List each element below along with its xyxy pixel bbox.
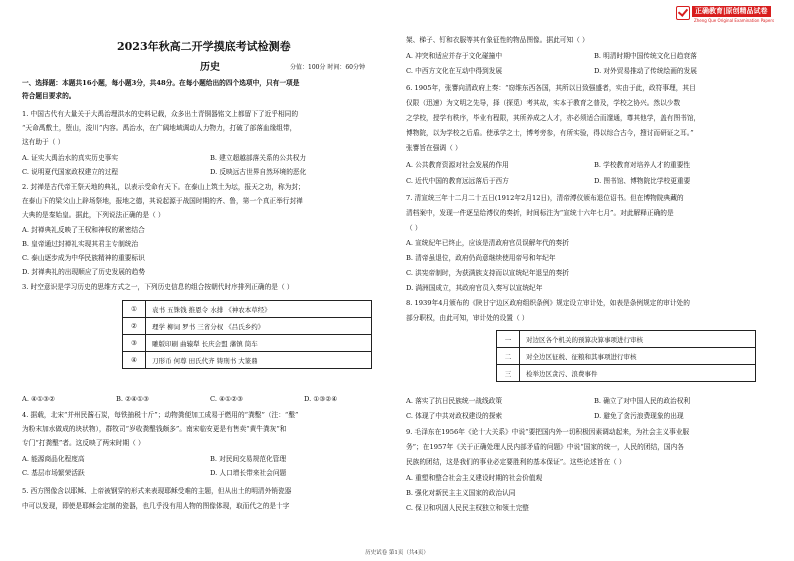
score-time: 分值：100分 时间：60分钟 <box>290 64 365 71</box>
q8-options-row <box>406 397 781 406</box>
q7-option-a[interactable]: A. 宣统紀年已终止，应该是清政府官员误解年代的奏折 <box>406 239 569 247</box>
q8-stem: 部分职权，由此可知，审计处的设置（ ） <box>406 314 529 322</box>
q8-powers-table <box>496 330 756 382</box>
q6-option-c[interactable]: C. 近代中国的教育远远落后于西方 <box>406 177 509 185</box>
q7-option-c[interactable]: C. 洪宪帝制时，为获满族支持而以宣统纪年退呈的奏折 <box>406 269 569 277</box>
section-heading-cont: 符合题目要求的。 <box>22 92 76 100</box>
q8-option-c[interactable]: C. 体现了中共对政权建设的探索 <box>406 412 503 420</box>
table-cell: 袁书 五铢钱 推恩令 水排 《神农本草经》 <box>146 301 372 318</box>
q4-option-b[interactable]: B. 对民间交易规范化管理 <box>210 455 287 463</box>
q2-stem: 在泰山下的梁父山上辟场祭地，报地之德，其说起源于战国时期的齐、鲁，第一个真正举行封禅 <box>22 197 303 205</box>
table-cell: 理学 柳词 罗书 三省分权 《吕氏乡约》 <box>146 318 372 335</box>
q4-stem: 为粉末加水做成的块状物），群牧司“岁收粪墼钱颇多”。南宋临安更是有售卖“黄牛粪灰”和 <box>22 425 287 433</box>
table-cell: 检举边区贪污、浪费事件 <box>520 365 756 382</box>
q3-stem: 3. 时空意识是学习历史的思维方式之一，下列历史信息的组合按朝代时序排列正确的是（ ） <box>22 283 294 291</box>
table-cell: ④ <box>123 352 146 369</box>
q9-option-b[interactable]: B. 强化对新民主主义国家的政治认同 <box>406 489 516 497</box>
q6-option-d[interactable]: D. 图书馆、博物院比学校更重要 <box>594 177 691 185</box>
section-heading: 一、选择题：本题共16小题，每小题3分，共48分。在每小题给出的四个选项中，只有一项是 <box>22 79 300 87</box>
q7-stem: 清档案中，发现一件逐呈给溥仪的奏折，时间标注为“宣统十六年七月”。对此解释正确的是 <box>406 209 674 217</box>
logo-text: 正确教育|原创精品试卷 <box>692 6 771 17</box>
q1-option-b[interactable]: B. 建立超越部落关系的公共权力 <box>210 154 307 162</box>
q6-option-b[interactable]: B. 学校教育对培养人才的重要性 <box>594 161 691 169</box>
q3-options-row <box>22 395 397 404</box>
q5-stem: 5. 西方图像含以耶稣、上帝被钢穿的形式来表现耶稣受难的主题，但从出土的明清外销瓷器 <box>22 487 292 495</box>
table-cell: 二 <box>497 348 520 365</box>
q5-options-row <box>406 67 781 76</box>
q6-option-a[interactable]: A. 公共教育资源对社会发展的作用 <box>406 161 509 169</box>
q4-option-c[interactable]: C. 基层市场繁荣活跃 <box>22 469 85 477</box>
q9-stem: 民族的团结，这是我们的事业必定要胜利的基本保证”。这些论述旨在（ ） <box>406 458 626 466</box>
q8-option-a[interactable]: A. 落实了抗日民族统一战线政策 <box>406 397 503 405</box>
q8-options-row <box>406 412 781 421</box>
q5-option-b[interactable]: B. 明清时期中国传统文化日趋衰落 <box>594 52 697 60</box>
q8-stem: 8. 1939年4月颁布的《陕甘宁边区政府组织条例》规定设立审计处，如表是条例规定的审计处的 <box>406 299 690 307</box>
q3-option-b[interactable]: B. ②④①③ <box>116 395 150 403</box>
q1-stem: 1. 中国古代有大量关于大禹治理洪水的史料记载，众多出土青铜器铭文上都留下了近乎相同的 <box>22 110 299 118</box>
q6-stem: 博物院，以为学校之后盾。使承学之士，博考旁参，有所实验，得以综合古今，搜讨而研证之耳。” <box>406 129 694 137</box>
q9-stem: 9. 毛泽东在1956年《论十大关系》中说“要把国内外一切积极因素调动起来，为社会主义事业服 <box>406 428 690 436</box>
q3-option-d[interactable]: D. ①③②④ <box>304 395 338 403</box>
table-row <box>123 318 372 335</box>
checkmark-icon <box>676 6 690 20</box>
q7-stem: 7. 清宣统三年十二月二十五日(1912年2月12日)，清帝溥仪颁布退位诏书。但在博物院典藏的 <box>406 194 684 202</box>
table-row <box>123 352 372 369</box>
q7-option-b[interactable]: B. 清帝虽退位，政府仍尚意继续使用帝号和年纪年 <box>406 254 556 262</box>
q3-option-a[interactable]: A. ④①③② <box>22 395 56 403</box>
q4-option-d[interactable]: D. 人口增长带来社会问题 <box>210 469 287 477</box>
q2-stem: 大典的是秦始皇。据此，下列说法正确的是（ ） <box>22 211 165 219</box>
q2-option-c[interactable]: C. 泰山逐步成为中华民族精神的重要标识 <box>22 254 145 262</box>
table-cell: 一 <box>497 331 520 348</box>
q1-options-row <box>22 168 397 177</box>
q7-stem: （ ） <box>406 224 422 232</box>
q5-option-c[interactable]: C. 中西方文化在互动中得到发展 <box>406 67 503 75</box>
q5-option-d[interactable]: D. 对外贸易推动了传统绘画的发展 <box>594 67 697 75</box>
table-cell: 刀形币 何尊 田氏代齐 铸刑书 大篆鼎 <box>146 352 372 369</box>
q1-stem: “天命禹敷土，堕山，浚川”内容。禹治水，在广阔地域调动人力物力，打破了部落血缘组带， <box>22 124 297 132</box>
q1-stem: 这有助于（ ） <box>22 138 65 146</box>
q1-option-d[interactable]: D. 反映远古世界自然环境的恶化 <box>210 168 307 176</box>
q5-stem-cont: 架、梯子、钉和衣服等其有象征性的物品图像。据此可知（ ） <box>406 36 589 44</box>
page-footer: 历史试卷 第1页（共4页） <box>365 550 429 556</box>
q5-stem: 中可以发现，即使是耶稣会定制的瓷器，也几乎没有用人物的图像体现，取而代之的是十字 <box>22 502 290 510</box>
table-row <box>497 348 756 365</box>
q6-stem: 张謇旨在强调（ ） <box>406 144 462 152</box>
table-cell: 对全边区征税、征粮和其事项进行审核 <box>520 348 756 365</box>
subject-title: 历史 <box>200 62 220 73</box>
q4-option-a[interactable]: A. 能源商品化程度高 <box>22 455 85 463</box>
table-cell: ① <box>123 301 146 318</box>
q4-stem: 4. 据载，北宋“并州民酱石炭，每铁抽税十斤”；动物粪便加工成易于燃用的“粪墼”（注：“墼” <box>22 411 299 419</box>
q4-options-row <box>22 455 397 464</box>
exam-title: 2023年秋高二开学摸底考试检测卷 <box>117 40 291 53</box>
q6-stem: 6. 1905年，张謇向清政府上奏：“窃维东西各国，其所以日致强盛者，实由于此，政符事理，其目 <box>406 84 696 92</box>
q6-stem: 之学校，授学有秩序，毕业有程限，其所养成之人才，亦必须适合而邃通，尊其他学，盖有图书馆， <box>406 114 701 122</box>
q9-stem: 务”；在1957年《关于正确处理人民内部矛盾的问题》中说“国家的统一，人民的团结，国内各 <box>406 443 684 451</box>
q8-option-d[interactable]: D. 避免了贪污浪费现象的出现 <box>594 412 684 420</box>
q5-options-row <box>406 52 781 61</box>
q2-stem: 2. 封禅是古代帝王祭天地的典礼，以表示受命有天下。在泰山上筑土为坛，报天之功，称为封； <box>22 183 305 191</box>
q6-options-row <box>406 177 781 186</box>
q9-option-c[interactable]: C. 保卫和巩固人民民主权独立和领土完整 <box>406 504 529 512</box>
q1-options-row <box>22 154 397 163</box>
q2-option-d[interactable]: D. 封禅典礼的出现顺应了历史发展的趋势 <box>22 268 146 276</box>
q3-info-table <box>122 300 372 369</box>
q1-option-c[interactable]: C. 说明夏代国家政权建立的过程 <box>22 168 119 176</box>
q2-option-b[interactable]: B. 皇帝通过封禅礼实现其君主专制统治 <box>22 240 139 248</box>
brand-logo <box>676 4 788 26</box>
q7-option-d[interactable]: D. 满洲国成立，其政府官员入奏写以宣统纪年 <box>406 284 543 292</box>
table-row <box>497 331 756 348</box>
q4-options-row <box>22 469 397 478</box>
q1-option-a[interactable]: A. 证实大禹治水的真实历史事实 <box>22 154 119 162</box>
table-cell: 雕版印刷 曲辕犁 长庆会盟 藩镇 筒车 <box>146 335 372 352</box>
q9-option-a[interactable]: A. 重塑和整合社会主义建设时期的社会价值观 <box>406 474 543 482</box>
table-row <box>123 335 372 352</box>
q3-option-c[interactable]: C. ④①②③ <box>210 395 244 403</box>
table-cell: 三 <box>497 365 520 382</box>
logo-subtext: Zheng Que Original Examination Papers <box>694 18 775 23</box>
q8-option-b[interactable]: B. 确立了对中国人民的政治权利 <box>594 397 691 405</box>
table-cell: 对边区各个机关的预算决算事项进行审核 <box>520 331 756 348</box>
table-cell: ② <box>123 318 146 335</box>
table-row <box>123 301 372 318</box>
table-cell: ③ <box>123 335 146 352</box>
table-row <box>497 365 756 382</box>
q2-option-a[interactable]: A. 封禅典礼反映了王权和神权的紧密结合 <box>22 226 145 234</box>
q6-options-row <box>406 161 781 170</box>
q6-stem: 仅限（迅速）为文明之先导，择（探觅）考其故，实本于教育之普及，学校之协兴。然以少数 <box>406 99 681 107</box>
q5-option-a[interactable]: A. 冲突和适应并存于文化碰撞中 <box>406 52 503 60</box>
q4-stem: 专门“打粪墼”者。这反映了两宋时期（ ） <box>22 439 145 447</box>
